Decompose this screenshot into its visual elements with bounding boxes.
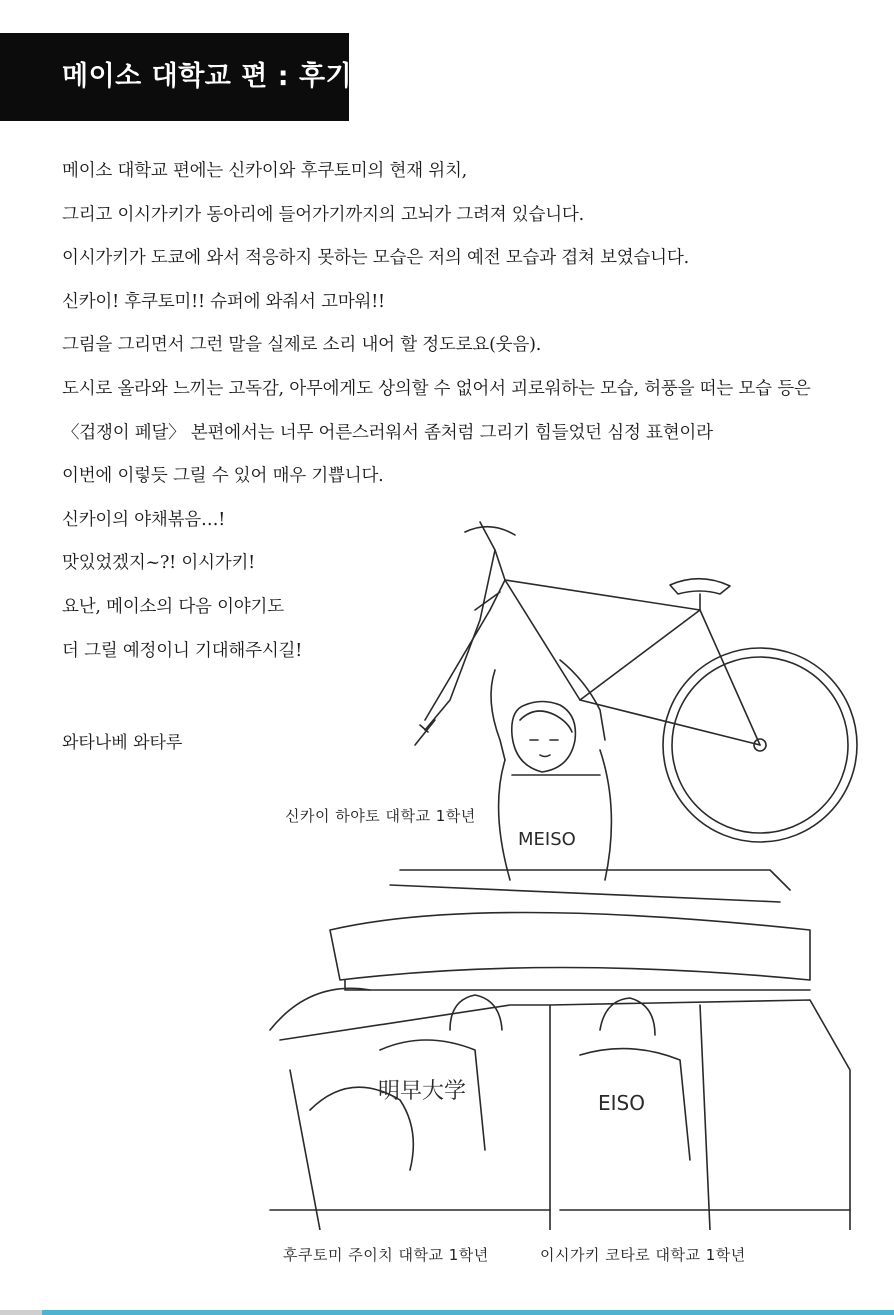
text-line: 그림을 그리면서 그런 말을 실제로 소리 내어 할 정도로요(웃음).: [62, 335, 542, 356]
bottom-rule-left: [0, 1310, 42, 1315]
text-line: 더 그릴 예정이니 기대해주시길!: [62, 640, 303, 661]
shirt-label-eiso: EISO: [598, 1091, 645, 1115]
caption-ishigaki: 이시가키 코타로 대학교 1학년: [540, 1246, 746, 1264]
caption-shinkai: 신카이 하야토 대학교 1학년: [285, 807, 476, 825]
car-drawing: [270, 870, 850, 1230]
text-line: 요난, 메이소의 다음 이야기도: [62, 596, 284, 617]
text-line: 도시로 올라와 느끼는 고독감, 아무에게도 상의할 수 없어서 괴로워하는 모습, 허풍을 떠는 모습 등은: [62, 378, 811, 399]
author-signature: 와타나베 와타루: [62, 733, 183, 753]
text-line: 신카이의 야채볶음…!: [62, 509, 226, 530]
shirt-label-meiso: MEISO: [518, 829, 576, 850]
text-line: 〈겁쟁이 페달〉 본편에서는 너무 어른스러워서 좀처럼 그리기 힘들었던 심정 표현이라: [62, 422, 713, 443]
text-line: 신카이! 후쿠토미!! 슈퍼에 와줘서 고마워!!: [62, 291, 385, 312]
title-band: [0, 33, 353, 121]
text-line: 그리고 이시가키가 동아리에 들어가기까지의 고뇌가 그려져 있습니다.: [62, 204, 584, 225]
text-line: 이시가키가 도쿄에 와서 적응하지 못하는 모습은 저의 예전 모습과 겹쳐 보였습니다.: [62, 248, 689, 269]
text-line: 이번에 이렇듯 그릴 수 있어 매우 기쁩니다.: [62, 466, 384, 487]
text-line: 메이소 대학교 편에는 신카이와 후쿠토미의 현재 위치,: [62, 161, 468, 181]
shirt-label-university: 明早大学: [378, 1079, 467, 1104]
page-title: 메이소 대학교 편 : 후기: [62, 61, 353, 92]
bottom-rule: [42, 1310, 894, 1315]
text-line: 맛있었겠지~?! 이시가키!: [62, 553, 256, 574]
bicycle-drawing: [415, 522, 857, 842]
caption-fukutomi: 후쿠토미 주이치 대학교 1학년: [283, 1246, 489, 1264]
sketch-illustration: [250, 510, 870, 1230]
